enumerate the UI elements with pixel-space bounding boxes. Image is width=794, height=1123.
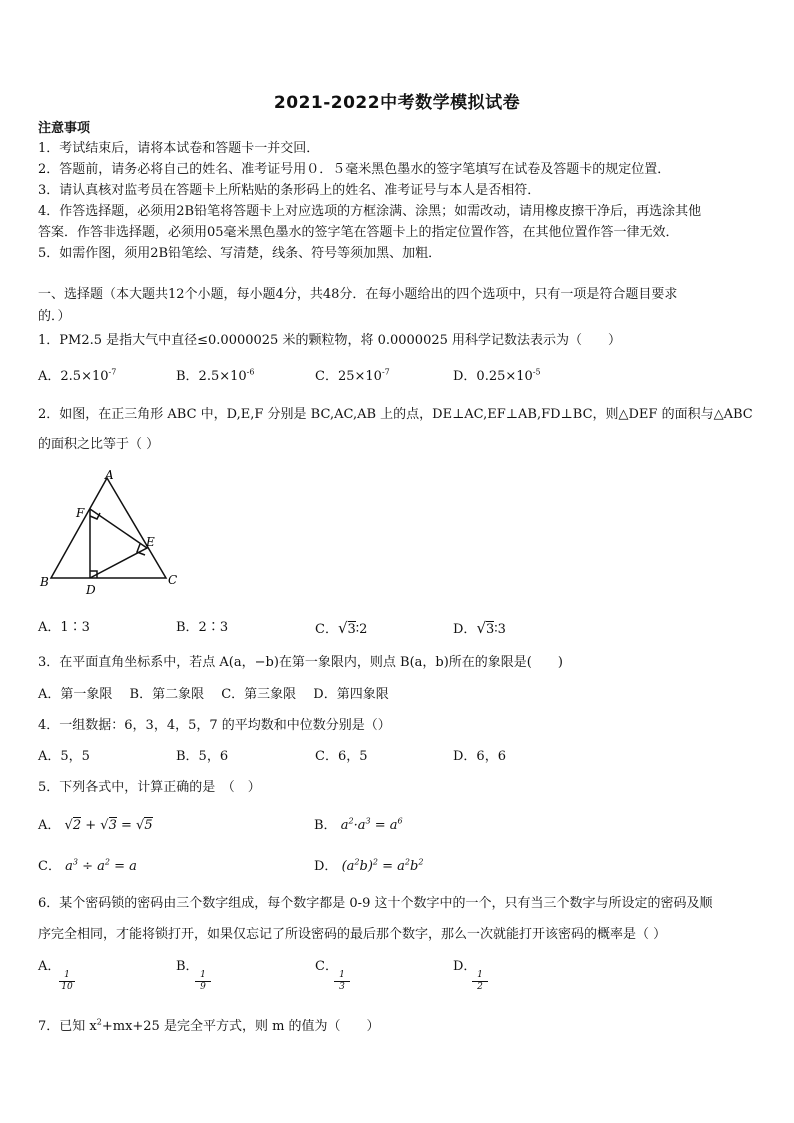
triangle-figure <box>36 468 186 598</box>
question-3: 3．在平面直角坐标系中，若点 A(a，−b)在第一象限内，则点 B(a，b)所在的象限是( ) <box>38 655 563 670</box>
q4-option-d: D．6，6 <box>453 749 506 764</box>
vertex-label-f: F <box>76 506 85 520</box>
q2-option-b: B．2∶3 <box>176 620 229 635</box>
q6-option-b-fraction: $\frac{1}{9}$ <box>195 970 211 993</box>
question-4: 4．一组数据：6，3，4，5，7 的平均数和中位数分别是（） <box>38 718 391 733</box>
q6-option-d-fraction: $\frac{1}{2}$ <box>472 970 488 993</box>
vertex-label-e: E <box>146 535 155 549</box>
q1-option-c: C．$25\times 10^{-7}$ <box>315 367 390 384</box>
q6-option-c-fraction: $\frac{1}{3}$ <box>334 970 350 993</box>
q5-option-c: C． $a^3 \div a^2 = a$ <box>38 857 137 874</box>
notice-item-4: 4．作答选择题，必须用2B铅笔将答题卡上对应选项的方框涂满、涂黑；如需改动，请用橡皮擦干净后，再选涂其他 <box>38 204 702 219</box>
notice-heading: 注意事项 <box>38 121 91 136</box>
vertex-label-b: B <box>40 575 49 589</box>
vertex-label-d: D <box>86 583 96 597</box>
q5-option-b: B． $a^2\cdot a^3 = a^6$ <box>314 816 403 833</box>
notice-item-5: 5．如需作图，须用2B铅笔绘、写清楚，线条、符号等须加黑、加粗． <box>38 246 442 261</box>
q5-option-d: D． $(a^2b)^2 = a^2b^2$ <box>314 857 424 874</box>
q4-option-b: B．5，6 <box>176 749 229 764</box>
q3-options: A．第一象限 B．第二象限 C．第三象限 D．第四象限 <box>38 687 389 702</box>
q6-option-a: A． <box>38 959 61 974</box>
q2-option-d: D．√3∶3 <box>453 619 506 637</box>
q2-option-a: A．1∶3 <box>38 620 90 635</box>
q5-option-a: A． √2 + √3 = √5 <box>38 818 153 833</box>
notice-item-4-cont: 答案．作答非选择题，必须用05毫米黑色墨水的签字笔在答题卡上的指定位置作答，在其他位置作答一律无效． <box>38 225 679 240</box>
section-heading-cont: 的．） <box>38 309 71 324</box>
question-5: 5．下列各式中，计算正确的是 （ ） <box>38 780 261 795</box>
question-1: 1．PM2.5 是指大气中直径≤0.0000025 米的颗粒物，将 0.0000025 用科学记数法表示为（ ） <box>38 333 622 348</box>
page-title: 2021-2022中考数学模拟试卷 <box>273 93 521 113</box>
q1-option-b: B．$2.5\times 10^{-6}$ <box>176 367 255 384</box>
q4-option-a: A．5，5 <box>38 749 90 764</box>
q1-option-a: A．$2.5\times 10^{-7}$ <box>38 367 117 384</box>
q4-option-c: C．6，5 <box>315 749 368 764</box>
vertex-label-a: A <box>105 468 114 482</box>
q6-option-a-fraction: $\frac{1}{10}$ <box>59 970 75 993</box>
notice-item-1: 1．考试结束后，请将本试卷和答题卡一并交回． <box>38 141 320 156</box>
section-heading: 一、选择题（本大题共12个小题，每小题4分，共48分．在每小题给出的四个选项中，只有一项是符合题目要求 <box>38 287 678 302</box>
notice-item-3: 3．请认真核对监考员在答题卡上所粘贴的条形码上的姓名、准考证号与本人是否相符． <box>38 183 541 198</box>
question-2: 2．如图，在正三角形 ABC 中，D,E,F 分别是 BC,AC,AB 上的点，DE⊥AC,EF⊥AB,FD⊥BC，则△DEF 的面积与△ABC <box>38 407 753 422</box>
question-7: 7．已知 $x^2+mx+25$ 是完全平方式，则 m 的值为（ ） <box>38 1017 380 1034</box>
q6-option-b: B． <box>176 959 199 974</box>
q2-option-c: C．√3∶2 <box>315 619 368 637</box>
question-6: 6．某个密码锁的密码由三个数字组成，每个数字都是 0-9 这十个数字中的一个，只有当三个数字与所设定的密码及顺 <box>38 896 713 911</box>
question-2-cont: 的面积之比等于（ ） <box>38 437 160 452</box>
q1-option-d: D．$0.25\times 10^{-5}$ <box>453 367 541 384</box>
question-6-cont: 序完全相同，才能将锁打开，如果仅忘记了所设密码的最后那个数字，那么一次就能打开该密码的概率是（ ） <box>38 927 667 942</box>
notice-item-2: 2．答题前，请务必将自己的姓名、准考证号用０．５毫米黑色墨水的签字笔填写在试卷及答题卡的规定位置． <box>38 162 671 177</box>
vertex-label-c: C <box>168 573 178 587</box>
q6-option-d: D． <box>453 959 477 974</box>
q6-option-c: C． <box>315 959 338 974</box>
